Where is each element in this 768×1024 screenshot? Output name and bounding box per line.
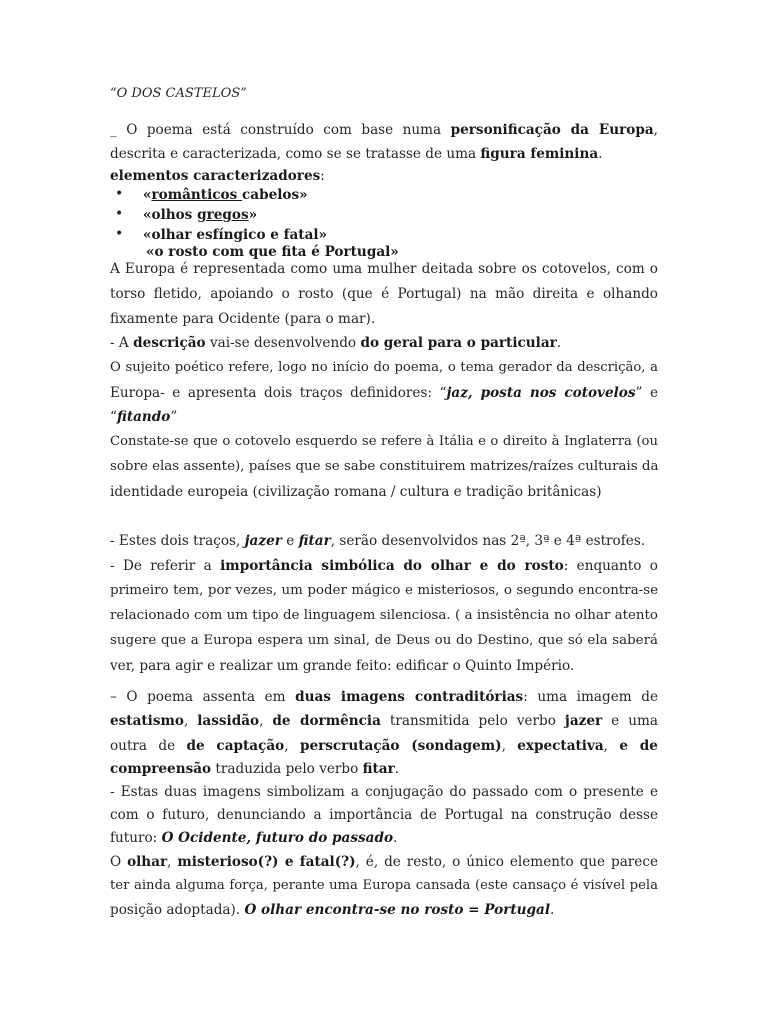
paragraph-8-line-1: – O poema assenta em duas imagens contraditórias: uma imagem de: [110, 689, 658, 705]
paragraph-10-line-1: O olhar, misterioso(?) e fatal(?), é, de resto, o único elemento que parece: [110, 854, 658, 870]
paragraph-7-line-5: ver, para agir e realizar um grande feito: edificar o Quinto Império.: [110, 658, 575, 674]
paragraph-9-line-1: - Estas duas imagens simbolizam a conjugação do passado com o presente e: [110, 784, 658, 800]
paragraph-2-line-2: torso fletido, apoiando o rosto (que é Portugal) na mão direita e olhando: [110, 286, 658, 302]
elements-heading: elementos caracterizadores:: [110, 168, 325, 184]
paragraph-4-line-1: O sujeito poético refere, logo no início do poema, o tema gerador da descrição, a: [110, 360, 658, 375]
bullet-marker: •: [115, 206, 124, 222]
paragraph-9-line-3: futuro: O Ocidente, futuro do passado.: [110, 830, 398, 846]
paragraph-10-line-3: posição adoptada). O olhar encontra-se no rosto = Portugal.: [110, 902, 555, 918]
paragraph-7-line-1: - De referir a importância simbólica do olhar e do rosto: enquanto o: [110, 558, 658, 574]
paragraph-4-line-2: Europa- e apresenta dois traços definidores: “jaz, posta nos cotovelos” e: [110, 385, 658, 401]
bullet-item-greek-eyes: «olhos gregos»: [143, 207, 258, 223]
paragraph-5-line-1: Constate-se que o cotovelo esquerdo se refere à Itália e o direito à Inglaterra (ou: [110, 434, 658, 449]
paragraph-8-line-4: compreensão traduzida pelo verbo fitar.: [110, 761, 400, 777]
paragraph-7-line-4: sugere que a Europa espera um sinal, de Deus ou do Destino, que só ela saberá: [110, 633, 658, 648]
bullet-item-romantic-hair: «românticos cabelos»: [143, 187, 308, 203]
paragraph-8-line-2: estatismo, lassidão, de dormência transmitida pelo verbo jazer e uma: [110, 713, 658, 729]
paragraph-2-line-1: A Europa é representada como uma mulher deitada sobre os cotovelos, com o: [110, 261, 658, 277]
bullet-marker: •: [115, 226, 124, 242]
paragraph-7-line-2: primeiro tem, por vezes, um poder mágico e misteriosos, o segundo encontra-se: [110, 583, 658, 598]
paragraph-2-line-3: fixamente para Ocidente (para o mar).: [110, 311, 376, 327]
paragraph-8-line-3: outra de de captação, perscrutação (sondagem), expectativa, e de: [110, 738, 658, 754]
bullet-item-face-portugal: «o rosto com que fita é Portugal»: [146, 244, 399, 260]
paragraph-9-line-2: com o futuro, denunciando a importância de Portugal na construção desse: [110, 807, 658, 823]
bullet-marker: •: [115, 186, 124, 202]
paragraph-10-line-2: ter ainda alguma força, perante uma Europa cansada (este cansaço é visível pela: [110, 878, 658, 893]
paragraph-1-line-1: _ O poema está construído com base numa personificação da Europa,: [110, 122, 658, 138]
paragraph-6: - Estes dois traços, jazer e fitar, serão desenvolvidos nas 2ª, 3ª e 4ª estrofes.: [110, 533, 646, 549]
paragraph-4-line-3: “fitando”: [110, 409, 178, 425]
bullet-item-sphinx-gaze: «olhar esfíngico e fatal»: [143, 227, 328, 243]
paragraph-5-line-3: identidade europeia (civilização romana / cultura e tradição britânicas): [110, 484, 602, 500]
paragraph-7-line-3: relacionado com um tipo de linguagem silenciosa. ( a insistência no olhar atento: [110, 608, 658, 623]
paragraph-5-line-2: sobre elas assente), países que se sabe constituirem matrizes/raízes culturais da: [110, 459, 659, 474]
document-title: “O DOS CASTELOS”: [110, 86, 247, 101]
paragraph-1-line-2: descrita e caracterizada, como se se tratasse de uma figura feminina.: [110, 146, 603, 162]
paragraph-3: - A descrição vai-se desenvolvendo do geral para o particular.: [110, 335, 562, 351]
